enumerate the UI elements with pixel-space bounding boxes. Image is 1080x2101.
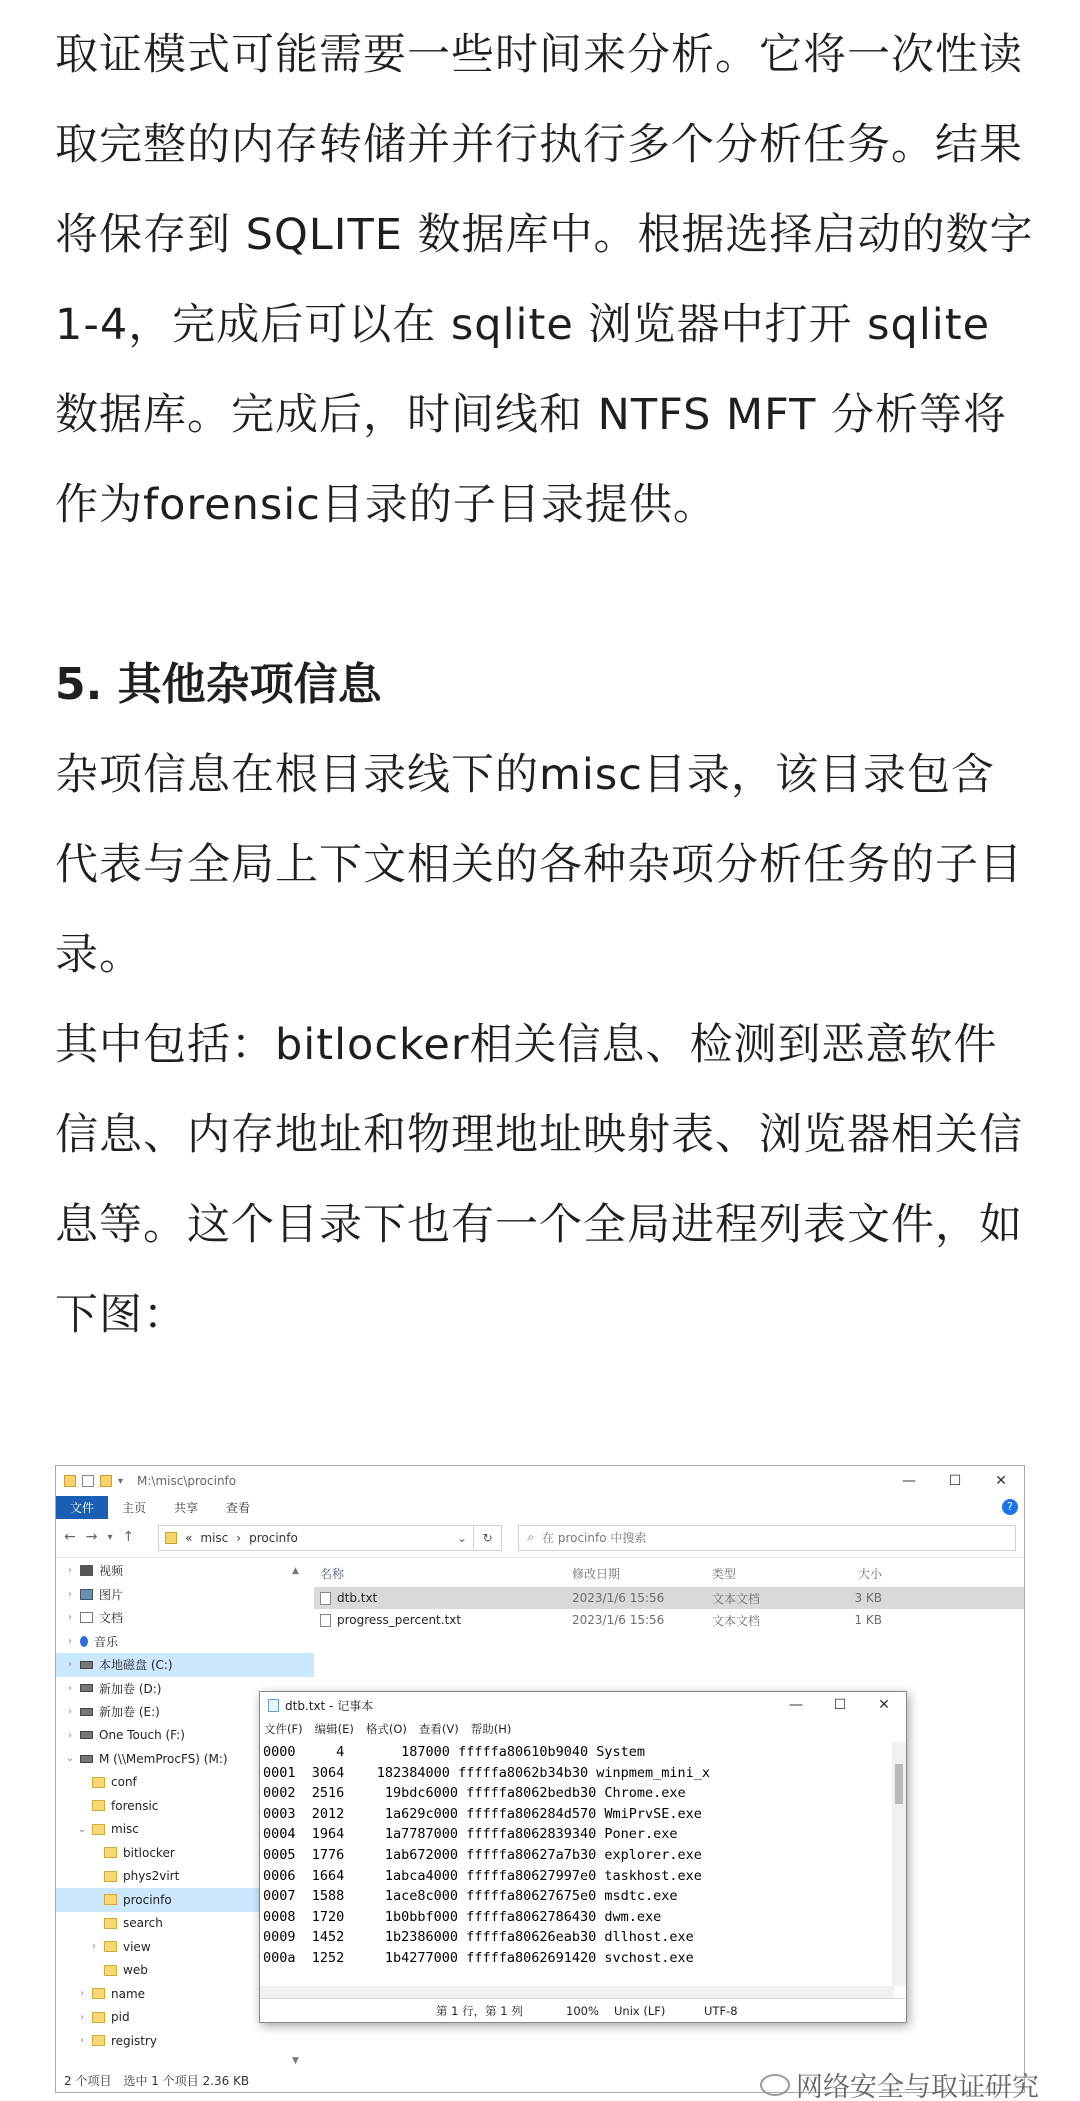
article-paragraph-misc: 杂项信息在根目录线下的misc目录，该目录包含代表与全局上下文相关的各种杂项分析任务的子目录。 — [55, 750, 1023, 980]
notepad-status-bar — [260, 1998, 906, 2022]
ribbon-tab-2[interactable]: 共享 — [174, 1500, 199, 1515]
folder-icon — [104, 1847, 117, 1858]
chevron-down-icon[interactable]: ⌄ — [456, 1530, 467, 1545]
file-name: dtb.txt — [337, 1591, 378, 1605]
folder-icon — [92, 1824, 105, 1835]
chevron-icon[interactable]: › — [68, 1659, 72, 1671]
notepad-menu-item[interactable]: 格式(O) — [365, 1722, 407, 1736]
file-type: 文本文档 — [712, 1613, 761, 1628]
notepad-menu-bar — [260, 1718, 906, 1740]
notepad-title: dtb.txt - 记事本 — [285, 1698, 374, 1713]
chevron-icon[interactable]: › — [68, 1588, 72, 1600]
ribbon-tabs — [56, 1496, 1024, 1518]
tree-item-label: conf — [111, 1775, 137, 1790]
library-icon — [80, 1589, 93, 1600]
ribbon-tab-3[interactable]: 查看 — [226, 1500, 251, 1515]
folder-icon — [64, 1475, 76, 1487]
watermark — [760, 2065, 1039, 2101]
column-header[interactable]: 类型 — [712, 1566, 737, 1581]
notepad-horizontal-scrollbar[interactable] — [260, 1986, 894, 1998]
notepad-minimize-button[interactable]: — — [789, 1697, 803, 1713]
file-list-header — [314, 1559, 1025, 1587]
address-bar-row — [56, 1518, 1024, 1558]
chevron-icon[interactable]: › — [80, 1988, 84, 2000]
folder-icon — [104, 1965, 117, 1976]
notepad-line: 0007 1588 1ace8c000 fffffa80627675e0 msdtc.exe — [263, 1888, 678, 1905]
chevron-icon[interactable]: ⌄ — [65, 1753, 75, 1765]
tree-item-label: phys2virt — [123, 1869, 180, 1884]
status-line-ending: Unix (LF) — [614, 2003, 666, 2018]
tree-item[interactable] — [56, 1653, 314, 1677]
search-input[interactable] — [518, 1525, 1016, 1551]
folder-icon — [104, 1918, 117, 1929]
file-row[interactable] — [314, 1609, 1025, 1631]
address-part[interactable]: procinfo — [249, 1530, 298, 1545]
file-name: progress_percent.txt — [337, 1613, 462, 1627]
explorer-titlebar — [56, 1466, 1024, 1496]
notepad-line: 0005 1776 1ab672000 fffffa80627a7b30 explorer.exe — [263, 1846, 702, 1863]
file-row[interactable] — [314, 1587, 1025, 1609]
chevron-down-icon: ▾ — [118, 1475, 124, 1487]
chevron-icon[interactable]: ⌄ — [77, 1823, 87, 1835]
status-selected: 选中 1 个项目 2.36 KB — [123, 2073, 250, 2088]
status-zoom: 100% — [566, 2003, 599, 2018]
status-item-count: 2 个项目 — [64, 2073, 112, 2088]
drive-icon — [80, 1708, 93, 1716]
address-part[interactable]: « — [185, 1530, 193, 1545]
address-part[interactable]: misc — [200, 1530, 229, 1545]
folder-icon — [104, 1941, 117, 1952]
library-icon — [80, 1636, 88, 1647]
tree-item-label: procinfo — [123, 1892, 172, 1907]
file-date: 2023/1/6 15:56 — [572, 1591, 665, 1605]
back-arrow-icon[interactable]: ← — [64, 1528, 76, 1545]
chevron-icon[interactable]: › — [68, 1635, 72, 1647]
tree-item-label: pid — [111, 2010, 130, 2025]
folder-icon — [92, 1988, 105, 1999]
text-file-icon — [320, 1614, 331, 1627]
watermark-text: 网络安全与取证研究 — [796, 2072, 1039, 2101]
notepad-line: 0003 2012 1a629c000 fffffa806284d570 WmiPrvSE.exe — [263, 1805, 702, 1822]
library-icon — [80, 1612, 93, 1623]
chevron-icon[interactable]: › — [80, 2011, 84, 2023]
refresh-button[interactable]: ↻ — [474, 1525, 502, 1551]
forward-arrow-icon[interactable]: → — [85, 1528, 98, 1545]
address-input[interactable] — [158, 1525, 474, 1551]
notepad-line: 0001 3064 182384000 fffffa8062b34b30 winpmem_mini_x — [263, 1764, 711, 1781]
drive-icon — [80, 1731, 93, 1739]
tree-item-label: 视频 — [99, 1564, 124, 1579]
help-icon[interactable]: ? — [1002, 1499, 1018, 1515]
notepad-line: 0002 2516 19bdc6000 fffffa8062bedb30 Chrome.exe — [263, 1785, 686, 1802]
tree-item-label: search — [123, 1916, 163, 1931]
folder-icon — [92, 1777, 105, 1788]
chevron-icon[interactable]: › — [68, 1682, 72, 1694]
tree-item-label: name — [111, 1986, 146, 2001]
up-arrow-icon[interactable]: ↑ — [122, 1528, 135, 1545]
file-size: 3 KB — [854, 1591, 882, 1605]
tree-item-label: M (\\MemProcFS) (M:) — [99, 1751, 228, 1766]
text-file-icon — [320, 1592, 331, 1605]
tree-item[interactable] — [56, 1583, 314, 1607]
notepad-line: 0006 1664 1abca4000 fffffa80627997e0 taskhost.exe — [263, 1867, 702, 1884]
section-heading-misc: 5. 其他杂项信息 — [55, 659, 382, 710]
tree-scrollbar[interactable]: ▲ ▼ — [292, 1566, 299, 2066]
chevron-down-icon[interactable]: ▾ — [107, 1531, 113, 1543]
notepad-line: 000a 1252 1b4277000 fffffa8062691420 svchost.exe — [263, 1949, 694, 1966]
maximize-button[interactable]: ☐ — [948, 1473, 962, 1489]
library-icon — [80, 1565, 93, 1576]
tree-item-label: view — [123, 1939, 151, 1954]
tree-item-label: 新加卷 (E:) — [99, 1705, 160, 1720]
notepad-menu-item[interactable]: 查看(V) — [418, 1722, 459, 1736]
search-placeholder: 在 procinfo 中搜索 — [542, 1531, 647, 1545]
status-cursor-position: 第 1 行，第 1 列 — [436, 2003, 523, 2018]
article-paragraph-forensic: 取证模式可能需要一些时间来分析。它将一次性读取完整的内存转储并并行执行多个分析任务。结果将保存到 SQLITE 数据库中。根据选择启动的数字 1-4，完成后可以在 sqlite 浏览器中打开 sqlite 数据库。完成后，时间线和 NTFS MFT 分析等将作为forensic目录的子目录提供。 — [55, 30, 1034, 530]
explorer-screenshot — [55, 1465, 1025, 2093]
notepad-window — [259, 1691, 907, 2023]
tree-item-label: 图片 — [99, 1587, 124, 1602]
folder-icon — [104, 1871, 117, 1882]
article-paragraph-includes: 其中包括：bitlocker相关信息、检测到恶意软件信息、内存地址和物理地址映射表、浏览器相关信息等。这个目录下也有一个全局进程列表文件，如下图： — [55, 1020, 1023, 1340]
tree-item-label: 音乐 — [94, 1634, 119, 1649]
notepad-icon — [268, 1699, 279, 1712]
status-encoding: UTF-8 — [704, 2003, 738, 2018]
column-header[interactable]: 修改日期 — [572, 1566, 621, 1581]
tree-item-label: 本地磁盘 (C:) — [99, 1658, 173, 1673]
tree-item-label: forensic — [111, 1798, 159, 1813]
close-button[interactable]: ✕ — [995, 1473, 1007, 1489]
folder-icon — [104, 1894, 117, 1905]
notepad-close-button[interactable]: ✕ — [878, 1697, 890, 1713]
tree-item[interactable] — [56, 1606, 314, 1630]
folder-icon — [92, 2012, 105, 2023]
chevron-icon[interactable]: › — [68, 1706, 72, 1718]
chevron-icon[interactable]: › — [68, 1729, 72, 1741]
column-header[interactable]: 名称 — [320, 1566, 345, 1581]
file-date: 2023/1/6 15:56 — [572, 1613, 665, 1627]
file-type: 文本文档 — [712, 1591, 761, 1606]
notepad-line: 0008 1720 1b0bbf000 fffffa8062786430 dwm.exe — [263, 1908, 662, 1925]
notepad-line: 0009 1452 1b2386000 fffffa80626eab30 dllhost.exe — [263, 1929, 694, 1946]
notepad-line: 0004 1964 1a7787000 fffffa8062839340 Poner.exe — [263, 1826, 678, 1843]
drive-icon — [80, 1684, 93, 1692]
drive-icon — [80, 1755, 93, 1763]
tree-item-label: 文档 — [99, 1611, 124, 1626]
tree-item-label: registry — [111, 2033, 157, 2048]
file-name-cell — [314, 1591, 572, 1605]
file-name-cell — [314, 1613, 572, 1627]
notepad-maximize-button[interactable]: ☐ — [833, 1697, 847, 1713]
column-header[interactable]: 大小 — [857, 1566, 882, 1581]
drive-icon — [80, 1661, 93, 1669]
checkbox-icon — [82, 1475, 94, 1487]
chevron-icon[interactable]: › — [80, 2035, 84, 2047]
notepad-menu-item[interactable]: 编辑(E) — [314, 1722, 354, 1736]
ribbon-tab-0[interactable]: 文件 — [56, 1496, 108, 1519]
chevron-icon[interactable]: › — [68, 1565, 72, 1577]
folder-icon — [165, 1532, 177, 1544]
minimize-button[interactable]: — — [902, 1473, 916, 1489]
search-icon: ⌕ — [527, 1530, 535, 1544]
notepad-menu-item[interactable]: 文件(F) — [264, 1722, 303, 1736]
ribbon-tab-1[interactable]: 主页 — [122, 1500, 147, 1515]
tree-item-label: bitlocker — [123, 1845, 175, 1860]
file-list — [314, 1559, 1025, 1631]
tree-item[interactable] — [56, 1630, 314, 1654]
tree-item-label: misc — [111, 1822, 139, 1837]
chevron-icon[interactable]: › — [92, 1941, 96, 1953]
notepad-vertical-scrollbar[interactable] — [892, 1742, 906, 1986]
wechat-icon — [760, 2074, 790, 2096]
folder-icon — [100, 1475, 112, 1487]
tree-item-label: 新加卷 (D:) — [99, 1681, 162, 1696]
window-title-path: M:\misc\procinfo — [137, 1474, 237, 1488]
folder-icon — [92, 2035, 105, 2046]
notepad-text-area[interactable] — [263, 1742, 893, 1986]
notepad-titlebar — [260, 1692, 906, 1718]
article — [55, 0, 1035, 1360]
tree-item[interactable] — [56, 2029, 314, 2053]
folder-icon — [92, 1800, 105, 1811]
address-part[interactable]: › — [236, 1530, 242, 1545]
tree-item-label: web — [123, 1963, 148, 1978]
tree-item[interactable] — [56, 1559, 314, 1583]
tree-item-label: One Touch (F:) — [99, 1728, 185, 1743]
file-size: 1 KB — [854, 1613, 882, 1627]
notepad-line: 0000 4 187000 fffffa80610b9040 System — [263, 1744, 646, 1760]
chevron-icon[interactable]: › — [68, 1612, 72, 1624]
notepad-menu-item[interactable]: 帮助(H) — [470, 1722, 512, 1736]
